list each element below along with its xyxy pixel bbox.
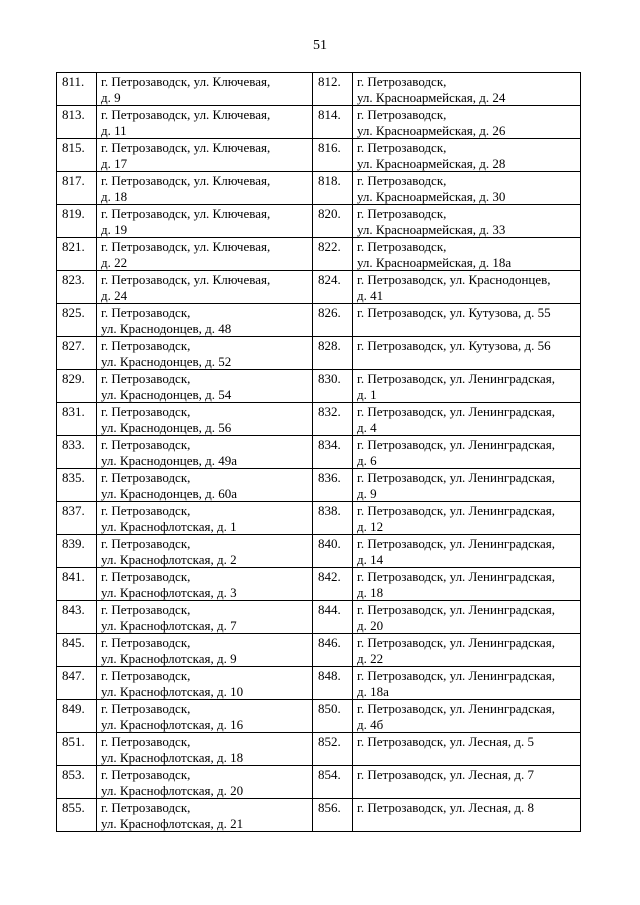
row-number-left: 829. xyxy=(57,370,97,403)
address-line-2: д. 18 xyxy=(101,188,128,204)
table-row xyxy=(57,139,581,172)
table-row xyxy=(57,205,581,238)
table-row xyxy=(57,271,581,304)
address-line-2: ул. Краснофлотская, д. 10 xyxy=(101,683,244,699)
address-line-2: ул. Красноармейская, д. 26 xyxy=(357,122,506,138)
address-line-2: ул. Краснодонцев, д. 52 xyxy=(101,353,232,369)
address-cell-right xyxy=(353,205,581,238)
address-cell-right xyxy=(353,436,581,469)
address-line-1: г. Петрозаводск, ул. Ключевая, xyxy=(101,272,271,287)
row-number-right: 844. xyxy=(313,601,353,634)
row-number-right: 846. xyxy=(313,634,353,667)
address-line-2: д. 20 xyxy=(357,617,384,633)
address-cell-left xyxy=(97,634,313,667)
row-number-left: 855. xyxy=(57,799,97,832)
row-number-left: 835. xyxy=(57,469,97,502)
address-line-2: д. 4 xyxy=(357,419,377,435)
address-line-1: г. Петрозаводск, ул. Ключевая, xyxy=(101,173,271,188)
address-line-2: ул. Краснодонцев, д. 48 xyxy=(101,320,232,336)
address-line-2: ул. Красноармейская, д. 30 xyxy=(357,188,506,204)
address-line-2: д. 12 xyxy=(357,518,384,534)
address-line-1: г. Петрозаводск, ул. Ленинградская, xyxy=(357,470,556,485)
address-cell-left xyxy=(97,73,313,106)
row-number-left: 831. xyxy=(57,403,97,436)
address-cell-left xyxy=(97,436,313,469)
address-line-2: д. 11 xyxy=(101,122,127,138)
address-line-2: ул. Красноармейская, д. 28 xyxy=(357,155,506,171)
address-cell-right xyxy=(353,271,581,304)
address-cell-left xyxy=(97,799,313,832)
address-line-1: г. Петрозаводск, xyxy=(101,305,191,320)
address-line-1: г. Петрозаводск, xyxy=(101,404,191,419)
address-cell-right xyxy=(353,535,581,568)
address-line-2: д. 22 xyxy=(357,650,384,666)
address-table-body xyxy=(57,73,581,832)
address-line-1: г. Петрозаводск, xyxy=(357,107,447,122)
address-line-1: г. Петрозаводск, ул. Лесная, д. 5 xyxy=(357,734,534,749)
address-line-1: г. Петрозаводск, xyxy=(101,668,191,683)
address-cell-right xyxy=(353,700,581,733)
address-line-1: г. Петрозаводск, ул. Кутузова, д. 55 xyxy=(357,305,551,320)
row-number-right: 836. xyxy=(313,469,353,502)
address-line-2: ул. Краснодонцев, д. 56 xyxy=(101,419,232,435)
row-number-right: 842. xyxy=(313,568,353,601)
row-number-left: 823. xyxy=(57,271,97,304)
address-line-1: г. Петрозаводск, ул. Ленинградская, xyxy=(357,503,556,518)
row-number-left: 815. xyxy=(57,139,97,172)
table-row xyxy=(57,634,581,667)
address-cell-right xyxy=(353,73,581,106)
table-row xyxy=(57,667,581,700)
address-line-2: ул. Краснофлотская, д. 2 xyxy=(101,551,237,567)
address-line-1: г. Петрозаводск, ул. Ленинградская, xyxy=(357,701,556,716)
address-line-1: г. Петрозаводск, xyxy=(101,437,191,452)
address-line-1: г. Петрозаводск, ул. Ключевая, xyxy=(101,140,271,155)
address-line-1: г. Петрозаводск, ул. Лесная, д. 7 xyxy=(357,767,534,782)
address-line-2: ул. Краснофлотская, д. 20 xyxy=(101,782,244,798)
address-line-1: г. Петрозаводск, xyxy=(357,173,447,188)
address-line-2: ул. Красноармейская, д. 18а xyxy=(357,254,512,270)
table-row xyxy=(57,502,581,535)
row-number-left: 833. xyxy=(57,436,97,469)
row-number-left: 853. xyxy=(57,766,97,799)
address-cell-left xyxy=(97,535,313,568)
address-line-1: г. Петрозаводск, xyxy=(101,470,191,485)
address-line-1: г. Петрозаводск, xyxy=(101,767,191,782)
row-number-right: 834. xyxy=(313,436,353,469)
row-number-left: 849. xyxy=(57,700,97,733)
address-line-2: д. 9 xyxy=(101,89,121,105)
address-line-2: д. 24 xyxy=(101,287,128,303)
row-number-left: 851. xyxy=(57,733,97,766)
row-number-left: 827. xyxy=(57,337,97,370)
address-cell-left xyxy=(97,271,313,304)
address-cell-right xyxy=(353,403,581,436)
page-number: 51 xyxy=(313,38,327,53)
row-number-left: 825. xyxy=(57,304,97,337)
address-line-2: д. 19 xyxy=(101,221,128,237)
address-line-1: г. Петрозаводск, xyxy=(357,206,447,221)
address-cell-left xyxy=(97,733,313,766)
address-cell-left xyxy=(97,337,313,370)
address-line-2: ул. Краснофлотская, д. 18 xyxy=(101,749,244,765)
address-line-1: г. Петрозаводск, ул. Ленинградская, xyxy=(357,668,556,683)
address-cell-left xyxy=(97,601,313,634)
address-line-1: г. Петрозаводск, xyxy=(101,635,191,650)
address-cell-right xyxy=(353,139,581,172)
address-cell-left xyxy=(97,568,313,601)
address-line-1: г. Петрозаводск, ул. Лесная, д. 8 xyxy=(357,800,534,815)
row-number-right: 816. xyxy=(313,139,353,172)
address-cell-right xyxy=(353,337,581,370)
address-line-1: г. Петрозаводск, xyxy=(101,503,191,518)
address-line-1: г. Петрозаводск, ул. Краснодонцев, xyxy=(357,272,551,287)
address-line-1: г. Петрозаводск, ул. Ключевая, xyxy=(101,107,271,122)
row-number-left: 817. xyxy=(57,172,97,205)
address-line-2: д. 22 xyxy=(101,254,128,270)
address-cell-left xyxy=(97,205,313,238)
address-cell-left xyxy=(97,469,313,502)
address-line-2: д. 14 xyxy=(357,551,384,567)
address-cell-right xyxy=(353,799,581,832)
address-cell-left xyxy=(97,370,313,403)
address-cell-left xyxy=(97,139,313,172)
address-line-1: г. Петрозаводск, ул. Ключевая, xyxy=(101,74,271,89)
row-number-left: 845. xyxy=(57,634,97,667)
row-number-right: 818. xyxy=(313,172,353,205)
row-number-left: 837. xyxy=(57,502,97,535)
address-line-1: г. Петрозаводск, ул. Ленинградская, xyxy=(357,536,556,551)
row-number-right: 838. xyxy=(313,502,353,535)
table-row xyxy=(57,568,581,601)
row-number-right: 814. xyxy=(313,106,353,139)
address-cell-right xyxy=(353,106,581,139)
address-cell-left xyxy=(97,502,313,535)
address-cell-left xyxy=(97,667,313,700)
address-cell-right xyxy=(353,238,581,271)
row-number-left: 821. xyxy=(57,238,97,271)
address-cell-left xyxy=(97,766,313,799)
table-row xyxy=(57,370,581,403)
row-number-right: 824. xyxy=(313,271,353,304)
address-line-1: г. Петрозаводск, ул. Ленинградская, xyxy=(357,602,556,617)
address-line-1: г. Петрозаводск, ул. Ключевая, xyxy=(101,206,271,221)
address-line-1: г. Петрозаводск, ул. Ключевая, xyxy=(101,239,271,254)
address-cell-right xyxy=(353,304,581,337)
address-line-2: д. 1 xyxy=(357,386,377,402)
address-line-1: г. Петрозаводск, xyxy=(101,800,191,815)
address-line-1: г. Петрозаводск, xyxy=(101,569,191,584)
address-line-2: ул. Красноармейская, д. 33 xyxy=(357,221,506,237)
address-cell-left xyxy=(97,700,313,733)
address-cell-right xyxy=(353,469,581,502)
row-number-right: 812. xyxy=(313,73,353,106)
address-line-1: г. Петрозаводск, xyxy=(101,338,191,353)
address-line-2: д. 4б xyxy=(357,716,384,732)
address-line-1: г. Петрозаводск, ул. Ленинградская, xyxy=(357,569,556,584)
address-line-1: г. Петрозаводск, xyxy=(357,239,447,254)
address-line-2: д. 9 xyxy=(357,485,377,501)
address-cell-left xyxy=(97,238,313,271)
table-row xyxy=(57,733,581,766)
address-line-2: д. 6 xyxy=(357,452,377,468)
address-line-2: ул. Краснофлотская, д. 16 xyxy=(101,716,244,732)
address-line-2: ул. Краснодонцев, д. 54 xyxy=(101,386,232,402)
table-row xyxy=(57,469,581,502)
address-line-2: ул. Краснофлотская, д. 9 xyxy=(101,650,237,666)
address-line-1: г. Петрозаводск, xyxy=(101,602,191,617)
address-line-2: ул. Красноармейская, д. 24 xyxy=(357,89,506,105)
address-cell-right xyxy=(353,172,581,205)
address-cell-right xyxy=(353,502,581,535)
row-number-right: 830. xyxy=(313,370,353,403)
address-cell-right xyxy=(353,733,581,766)
address-cell-left xyxy=(97,106,313,139)
address-line-1: г. Петрозаводск, xyxy=(101,536,191,551)
address-line-1: г. Петрозаводск, ул. Ленинградская, xyxy=(357,404,556,419)
address-line-2: д. 18 xyxy=(357,584,384,600)
table-row xyxy=(57,766,581,799)
table-row xyxy=(57,106,581,139)
address-line-1: г. Петрозаводск, xyxy=(357,140,447,155)
table-row xyxy=(57,172,581,205)
address-cell-right xyxy=(353,370,581,403)
row-number-right: 832. xyxy=(313,403,353,436)
row-number-right: 848. xyxy=(313,667,353,700)
row-number-left: 819. xyxy=(57,205,97,238)
address-line-2: д. 41 xyxy=(357,287,384,303)
table-row xyxy=(57,337,581,370)
address-line-2: ул. Краснофлотская, д. 1 xyxy=(101,518,237,534)
address-line-2: д. 18а xyxy=(357,683,389,699)
address-cell-left xyxy=(97,403,313,436)
row-number-right: 826. xyxy=(313,304,353,337)
row-number-right: 852. xyxy=(313,733,353,766)
address-line-2: ул. Краснодонцев, д. 49а xyxy=(101,452,238,468)
table-row xyxy=(57,73,581,106)
address-cell-left xyxy=(97,304,313,337)
address-line-1: г. Петрозаводск, ул. Ленинградская, xyxy=(357,635,556,650)
table-row xyxy=(57,601,581,634)
address-line-1: г. Петрозаводск, ул. Кутузова, д. 56 xyxy=(357,338,551,353)
row-number-right: 822. xyxy=(313,238,353,271)
row-number-left: 813. xyxy=(57,106,97,139)
address-cell-right xyxy=(353,568,581,601)
row-number-right: 828. xyxy=(313,337,353,370)
row-number-right: 840. xyxy=(313,535,353,568)
row-number-left: 847. xyxy=(57,667,97,700)
address-cell-right xyxy=(353,766,581,799)
address-line-2: ул. Краснодонцев, д. 60а xyxy=(101,485,238,501)
address-line-1: г. Петрозаводск, xyxy=(101,734,191,749)
address-cell-right xyxy=(353,634,581,667)
address-cell-right xyxy=(353,667,581,700)
row-number-left: 811. xyxy=(57,73,97,106)
address-cell-right xyxy=(353,601,581,634)
address-line-2: ул. Краснофлотская, д. 21 xyxy=(101,815,244,831)
table-row xyxy=(57,238,581,271)
table-row xyxy=(57,535,581,568)
row-number-left: 843. xyxy=(57,601,97,634)
address-line-2: ул. Краснофлотская, д. 7 xyxy=(101,617,237,633)
address-line-2: ул. Краснофлотская, д. 3 xyxy=(101,584,237,600)
row-number-left: 841. xyxy=(57,568,97,601)
row-number-right: 820. xyxy=(313,205,353,238)
table-row xyxy=(57,304,581,337)
address-line-1: г. Петрозаводск, xyxy=(357,74,447,89)
address-table xyxy=(56,72,581,832)
row-number-right: 850. xyxy=(313,700,353,733)
row-number-left: 839. xyxy=(57,535,97,568)
table-row xyxy=(57,700,581,733)
row-number-right: 856. xyxy=(313,799,353,832)
address-line-1: г. Петрозаводск, ул. Ленинградская, xyxy=(357,437,556,452)
row-number-right: 854. xyxy=(313,766,353,799)
address-line-2: д. 17 xyxy=(101,155,128,171)
address-line-1: г. Петрозаводск, ул. Ленинградская, xyxy=(357,371,556,386)
address-line-1: г. Петрозаводск, xyxy=(101,701,191,716)
table-row xyxy=(57,403,581,436)
address-line-1: г. Петрозаводск, xyxy=(101,371,191,386)
table-row xyxy=(57,436,581,469)
table-row xyxy=(57,799,581,832)
address-cell-left xyxy=(97,172,313,205)
